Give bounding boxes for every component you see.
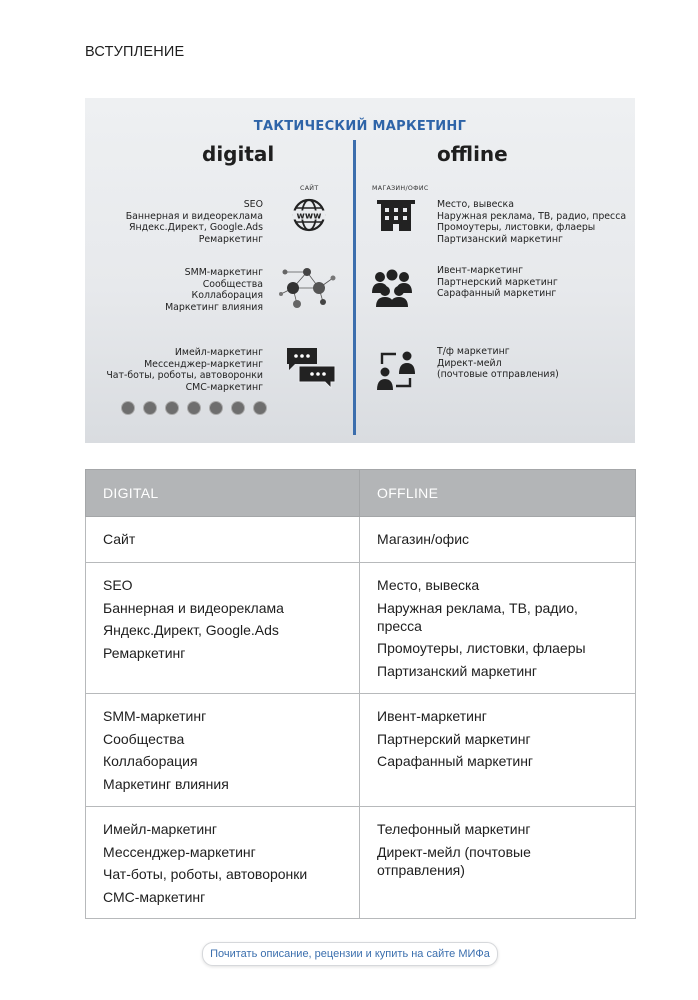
infographic-line: Ремаркетинг <box>198 233 263 245</box>
infographic-line: Директ-мейл <box>437 357 502 369</box>
site-label: САЙТ <box>300 185 319 192</box>
cell-line: Партнерский маркетинг <box>377 730 531 747</box>
cell-line: Ивент-маркетинг <box>377 708 487 724</box>
digital-cell <box>86 517 360 563</box>
table-row <box>86 694 636 807</box>
tactical-marketing-infographic <box>85 98 635 443</box>
social-icon <box>231 401 245 415</box>
infographic-line: Партнерский маркетинг <box>437 276 558 288</box>
infographic-line: Сарафанный маркетинг <box>437 288 557 300</box>
offline-block-1 <box>437 199 626 245</box>
cell-line: Ремаркетинг <box>103 644 186 661</box>
www-globe-icon <box>291 197 327 233</box>
cell-line: Сообщества <box>103 730 185 747</box>
people-group-icon <box>371 267 413 307</box>
digital-cell <box>86 694 360 807</box>
cell-line: Сайт <box>103 531 136 547</box>
table-row <box>86 563 636 694</box>
infographic-line: Чат-боты, роботы, автоворонки <box>106 370 263 382</box>
cell-line: Телефонный маркетинг <box>377 821 531 837</box>
direct-contact-icon <box>376 350 416 390</box>
digital-heading: digital <box>202 142 275 166</box>
infographic-line: Маркетинг влияния <box>165 301 263 313</box>
infographic-line: SEO <box>243 199 263 210</box>
infographic-line: Мессенджер-маркетинг <box>144 358 263 370</box>
header-offline: OFFLINE <box>360 470 636 517</box>
cell-line: Директ-мейл (почтовые отправления) <box>377 843 531 878</box>
social-icon <box>121 401 135 415</box>
infographic-line: SMM-маркетинг <box>184 267 263 278</box>
cell-line: SMM-маркетинг <box>103 708 207 724</box>
digital-block-2 <box>165 267 263 313</box>
cell-line: Место, вывеска <box>377 577 480 593</box>
social-icon <box>253 401 267 415</box>
marketing-table <box>85 469 636 919</box>
section-title: ВСТУПЛЕНИЕ <box>85 44 185 60</box>
infographic-line: (почтовые отправления) <box>437 369 559 381</box>
social-icon <box>165 401 179 415</box>
shop-label: МАГАЗИН/ОФИС <box>372 185 429 192</box>
infographic-line: Ивент-маркетинг <box>437 265 524 276</box>
infographic-line: Яндекс.Директ, Google.Ads <box>128 222 263 234</box>
cell-line: Чат-боты, роботы, автоворонки <box>103 866 308 882</box>
table-row <box>86 807 636 919</box>
infographic-line: Коллаборация <box>191 290 263 302</box>
offline-cell <box>360 517 636 563</box>
cell-line: Партизанский маркетинг <box>377 662 538 679</box>
cell-line: СМС-маркетинг <box>103 888 206 905</box>
social-network-icon <box>273 264 341 312</box>
offline-cell <box>360 563 636 694</box>
table-header-row <box>86 470 636 517</box>
www-label: www <box>296 211 322 222</box>
cell-line: Сарафанный маркетинг <box>377 753 534 769</box>
social-icon <box>187 401 201 415</box>
cell-line: Маркетинг влияния <box>103 775 229 792</box>
offline-heading: offline <box>437 142 508 166</box>
infographic-line: Сообщества <box>202 278 263 290</box>
cell-line: Коллаборация <box>103 753 198 769</box>
infographic-line: Т/ф маркетинг <box>437 346 510 357</box>
social-icon <box>209 401 223 415</box>
chat-bubbles-icon <box>285 346 337 390</box>
cell-line: Баннерная и видеореклама <box>103 599 284 616</box>
digital-cell <box>86 563 360 694</box>
infographic-line: Промоутеры, листовки, флаеры <box>437 222 596 234</box>
infographic-line: Баннерная и видеореклама <box>125 210 263 222</box>
offline-block-3 <box>437 346 559 381</box>
cell-line: Наружная реклама, ТВ, радио, пресса <box>377 599 578 634</box>
digital-block-1 <box>126 199 263 245</box>
cell-line: Магазин/офис <box>377 531 470 547</box>
infographic-title: ТАКТИЧЕСКИЙ МАРКЕТИНГ <box>253 119 467 134</box>
header-digital: DIGITAL <box>86 470 360 517</box>
building-icon <box>377 197 415 233</box>
column-divider <box>353 140 356 435</box>
buy-on-mif-link[interactable]: Почитать описание, рецензии и купить на сайте МИФа <box>202 942 498 966</box>
digital-block-3 <box>106 347 263 393</box>
cell-line: Мессенджер-маркетинг <box>103 843 256 860</box>
offline-cell <box>360 807 636 919</box>
infographic-line: Имейл-маркетинг <box>174 347 263 358</box>
infographic-line: Партизанский маркетинг <box>437 233 563 245</box>
cell-line: Имейл-маркетинг <box>103 821 217 837</box>
infographic-line: Место, вывеска <box>437 199 514 210</box>
cell-line: SEO <box>103 577 133 593</box>
cell-line: Промоутеры, листовки, флаеры <box>377 640 586 656</box>
offline-cell <box>360 694 636 807</box>
social-icon <box>143 401 157 415</box>
table-row <box>86 517 636 563</box>
cell-line: Яндекс.Директ, Google.Ads <box>103 622 279 638</box>
infographic-line: СМС-маркетинг <box>185 381 263 393</box>
digital-cell <box>86 807 360 919</box>
offline-block-2 <box>437 265 558 300</box>
infographic-line: Наружная реклама, ТВ, радио, пресса <box>437 210 627 222</box>
